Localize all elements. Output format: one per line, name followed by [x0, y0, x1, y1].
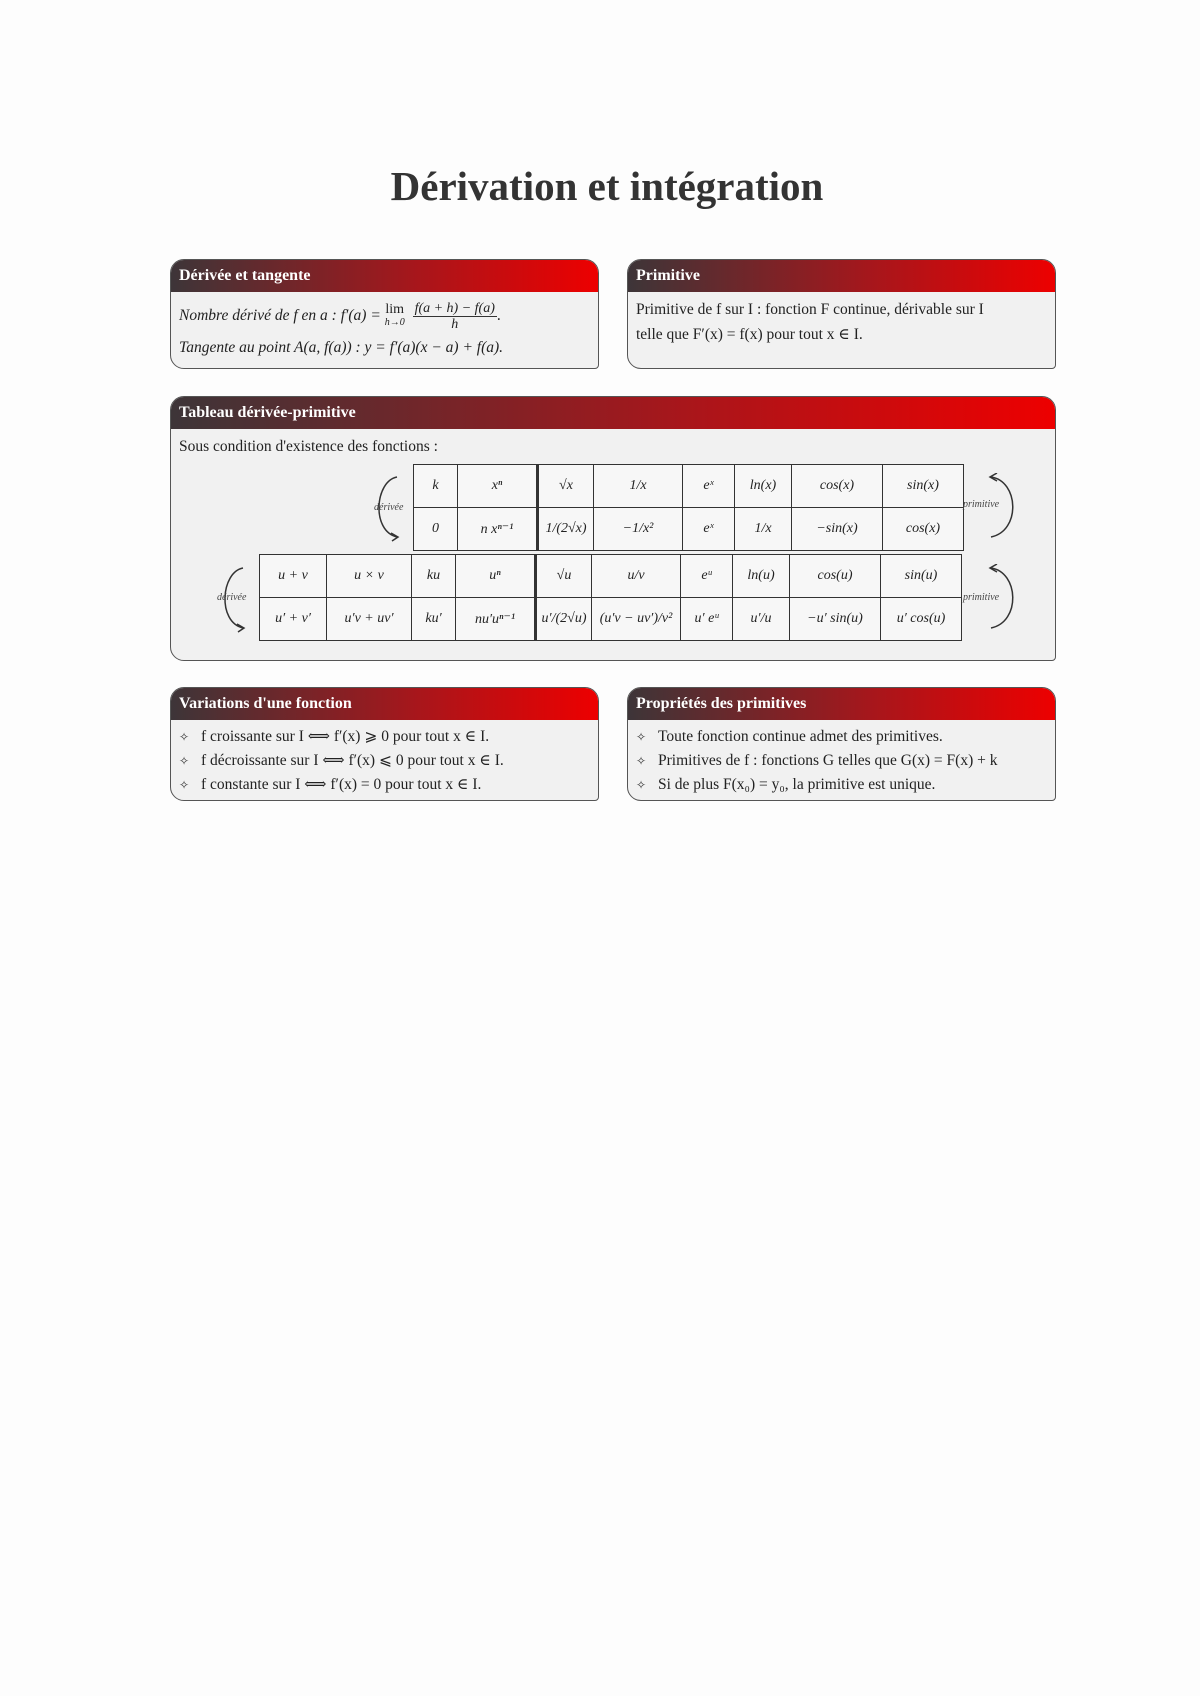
table-cell: u′/u	[733, 598, 790, 641]
box-header: Primitive	[628, 260, 1055, 292]
diamond-bullet-icon: ✧	[636, 730, 647, 744]
table-cell: √u	[536, 555, 592, 598]
limit-label: lim	[385, 302, 405, 318]
table-cell: xⁿ	[458, 465, 538, 508]
box-body	[628, 720, 1055, 797]
primitive-line-1: Primitive de f sur I : fonction F continue, dérivable sur I	[636, 301, 984, 318]
list-item: ✧ Primitives de f : fonctions G telles que G(x) = F(x) + k	[636, 749, 1047, 773]
table-cell: cos(x)	[883, 508, 964, 551]
derivative-suffix: .	[496, 307, 501, 324]
table-cell: sin(x)	[883, 465, 964, 508]
box-header: Tableau dérivée-primitive	[171, 397, 1055, 429]
box-body	[171, 720, 598, 797]
page-title: Dérivation et intégration	[390, 163, 824, 209]
box-header: Variations d'une fonction	[171, 688, 598, 720]
table-cell: u′ cos(u)	[881, 598, 962, 641]
box-body	[171, 292, 598, 360]
box-proprietes	[627, 687, 1056, 801]
table-row	[260, 598, 962, 641]
table-cell: ln(u)	[733, 555, 790, 598]
primitive-line-2: telle que F′(x) = f(x) pour tout x ∈ I.	[636, 326, 863, 343]
table-cell: u′ + v′	[260, 598, 327, 641]
table-cell: 0	[414, 508, 458, 551]
table-cell: n xⁿ⁻¹	[458, 508, 538, 551]
table-cell: eᵘ	[681, 555, 733, 598]
diamond-bullet-icon: ✧	[179, 754, 190, 768]
label-derivee-top: dérivée	[374, 502, 404, 513]
box-derivee-tangente	[170, 259, 599, 369]
list-item: ✧ Toute fonction continue admet des primitives.	[636, 725, 1047, 749]
derivative-prefix: Nombre dérivé de f en a : f′(a) =	[179, 307, 381, 324]
tableau-intro: Sous condition d'existence des fonctions :	[179, 438, 438, 455]
limit-sub: h→0	[384, 317, 405, 329]
list-item: ✧ f constante sur I ⟺ f′(x) = 0 pour tout x ∈ I.	[179, 773, 590, 797]
box-variations	[170, 687, 599, 801]
table-row	[414, 508, 964, 551]
table-cell: cos(u)	[790, 555, 881, 598]
diamond-bullet-icon: ✧	[636, 754, 647, 768]
list-item: ✧ Si de plus F(x₀) = y₀, la primitive est unique.	[636, 773, 1047, 797]
table-cell: u/v	[592, 555, 681, 598]
table-cell: √x	[538, 465, 594, 508]
list-item: ✧ f décroissante sur I ⟺ f′(x) ⩽ 0 pour tout x ∈ I.	[179, 749, 590, 773]
variations-list	[179, 725, 590, 797]
table-cell: (u′v − uv′)/v²	[592, 598, 681, 641]
label-primitive-top: primitive	[963, 499, 1000, 510]
box-header: Dérivée et tangente	[171, 260, 598, 292]
table-cell: ku′	[412, 598, 456, 641]
table-cell: nu′uⁿ⁻¹	[456, 598, 536, 641]
table-cell: u × v	[327, 555, 412, 598]
table-cell: 1/(2√x)	[538, 508, 594, 551]
table-cell: u + v	[260, 555, 327, 598]
table-cell: sin(u)	[881, 555, 962, 598]
diamond-bullet-icon: ✧	[179, 730, 190, 744]
table-cell: 1/x	[735, 508, 792, 551]
table-composite-functions	[259, 554, 962, 641]
tangent-equation: Tangente au point A(a, f(a)) : y = f′(a)(x − a) + f(a).	[179, 339, 504, 356]
table-basic-functions	[413, 464, 964, 551]
label-primitive-bottom: primitive	[963, 592, 1000, 603]
table-row	[260, 555, 962, 598]
table-cell: −sin(x)	[792, 508, 883, 551]
box-tableau	[170, 396, 1056, 661]
table-row	[414, 465, 964, 508]
derivative-definition	[179, 297, 590, 335]
diamond-bullet-icon: ✧	[179, 778, 190, 792]
list-item: ✧ f croissante sur I ⟺ f′(x) ⩾ 0 pour tout x ∈ I.	[179, 725, 590, 749]
box-header: Propriétés des primitives	[628, 688, 1055, 720]
limit	[385, 303, 405, 329]
table-cell: u′v + uv′	[327, 598, 412, 641]
table-cell: u′/(2√u)	[536, 598, 592, 641]
box-body	[628, 292, 1055, 347]
table-cell: ku	[412, 555, 456, 598]
diamond-bullet-icon: ✧	[636, 778, 647, 792]
label-derivee-bottom: dérivée	[217, 592, 247, 603]
proprietes-list	[636, 725, 1047, 797]
table-cell: −1/x²	[594, 508, 683, 551]
table-cell: eˣ	[683, 508, 735, 551]
table-cell: ln(x)	[735, 465, 792, 508]
table-cell: uⁿ	[456, 555, 536, 598]
table-cell: k	[414, 465, 458, 508]
difference-quotient	[413, 301, 497, 332]
table-cell: u′ eᵘ	[681, 598, 733, 641]
table-cell: −u′ sin(u)	[790, 598, 881, 641]
table-cell: eˣ	[683, 465, 735, 508]
table-cell: 1/x	[594, 465, 683, 508]
table-cell: cos(x)	[792, 465, 883, 508]
fraction-numerator: f(a + h) − f(a)	[414, 300, 495, 316]
box-primitive	[627, 259, 1056, 369]
fraction-denominator: h	[451, 316, 459, 332]
box-body	[171, 429, 1055, 459]
